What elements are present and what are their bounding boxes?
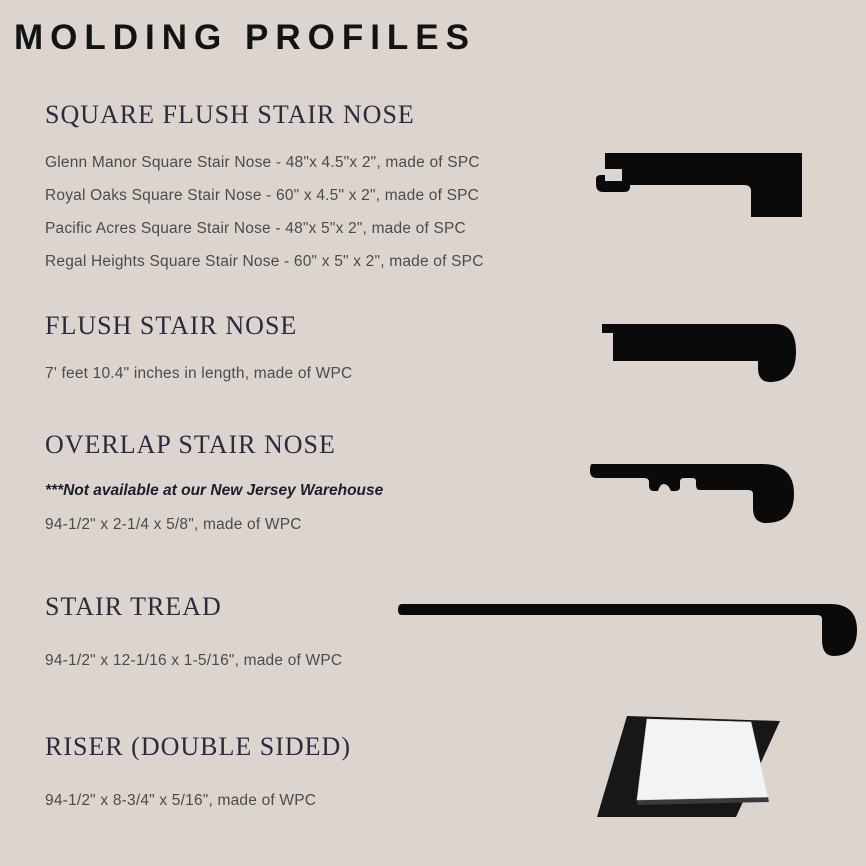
overlap-stair-nose-profile-image xyxy=(586,458,798,528)
section-heading: FLUSH STAIR NOSE xyxy=(45,311,298,340)
flush-stair-nose-profile-image xyxy=(598,318,800,388)
product-spec-line: Regal Heights Square Stair Nose - 60" x 5" x 2", made of SPC xyxy=(45,253,484,270)
product-spec-line: Pacific Acres Square Stair Nose - 48"x 5"x 2", made of SPC xyxy=(45,220,466,237)
section-heading: OVERLAP STAIR NOSE xyxy=(45,430,336,459)
section-square-flush-stair-nose xyxy=(45,100,484,278)
section-riser-double-sided xyxy=(45,732,351,817)
product-spec-line: 94-1/2" x 8-3/4" x 5/16", made of WPC xyxy=(45,792,317,809)
section-lines xyxy=(45,357,352,390)
section-lines xyxy=(45,644,342,677)
product-spec-line: Glenn Manor Square Stair Nose - 48"x 4.5"x 2", made of SPC xyxy=(45,154,480,171)
product-spec-line: Royal Oaks Square Stair Nose - 60" x 4.5" x 2", made of SPC xyxy=(45,187,480,204)
product-spec-line: 7' feet 10.4" inches in length, made of WPC xyxy=(45,365,353,382)
section-lines xyxy=(45,784,351,817)
square-flush-stair-nose-profile-image xyxy=(590,148,806,220)
product-spec-line: 94-1/2" x 2-1/4 x 5/8", made of WPC xyxy=(45,516,302,533)
section-flush-stair-nose xyxy=(45,311,352,390)
page-title: MOLDING PROFILES xyxy=(14,18,476,57)
riser-white-board xyxy=(637,719,768,800)
stair-tread-profile-image xyxy=(394,600,862,660)
section-overlap-stair-nose xyxy=(45,430,383,541)
section-heading: SQUARE FLUSH STAIR NOSE xyxy=(45,100,415,129)
section-lines xyxy=(45,508,383,541)
section-stair-tread xyxy=(45,592,342,677)
section-heading: STAIR TREAD xyxy=(45,592,222,621)
availability-note: ***Not available at our New Jersey Warehouse xyxy=(45,482,384,499)
product-spec-line: 94-1/2" x 12-1/16 x 1-5/16", made of WPC xyxy=(45,652,343,669)
riser-double-sided-photo xyxy=(592,710,804,822)
section-lines xyxy=(45,146,484,278)
section-heading: RISER (DOUBLE SIDED) xyxy=(45,732,351,761)
